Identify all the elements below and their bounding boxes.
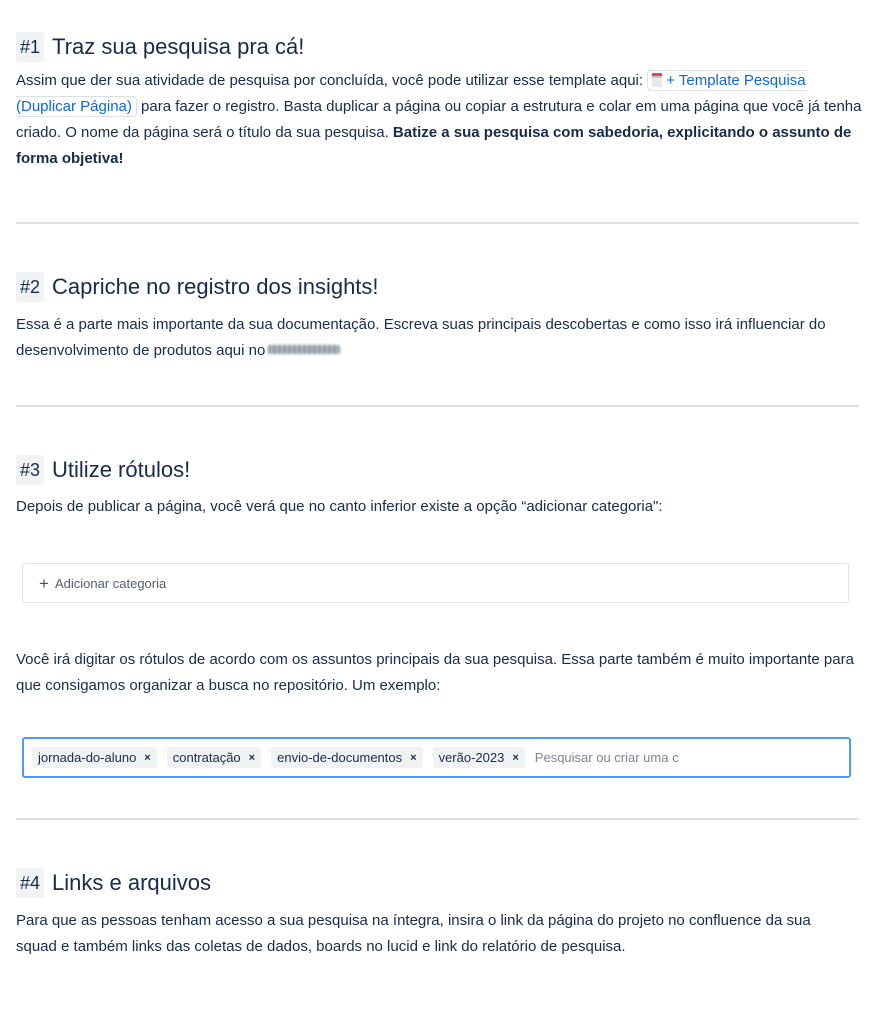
section-1-body-pre: Assim que der sua atividade de pesquisa por concluída, você pode utilizar esse template aqui: [16, 72, 648, 89]
label-chip-text: verão-2023 [438, 750, 505, 765]
section-2-number: #2 [16, 272, 44, 302]
section-2-title: Capriche no registro dos insights! [52, 274, 379, 299]
section-3-heading [16, 455, 862, 485]
section-1-number: #1 [16, 32, 44, 62]
section-3-number: #3 [16, 455, 44, 485]
divider-1 [16, 222, 859, 224]
section-1-title: Traz sua pesquisa pra cá! [52, 34, 305, 59]
section-4-heading [16, 868, 862, 898]
section-3-title: Utilize rótulos! [52, 457, 191, 482]
section-1-heading [16, 32, 862, 62]
section-2-heading [16, 272, 862, 302]
section-3-body: Depois de publicar a página, você verá que no canto inferior existe a opção “adicionar categoria": [16, 498, 663, 515]
section-1-body [16, 68, 862, 172]
redacted-brand-logo [268, 345, 340, 354]
plus-icon: + [39, 573, 49, 593]
label-chip-text: envio-de-documentos [277, 750, 403, 765]
labels-input[interactable] [22, 737, 851, 778]
label-chip [32, 747, 157, 768]
section-3 [16, 455, 862, 520]
label-chip [167, 747, 261, 768]
label-chip-text: jornada-do-aluno [38, 750, 137, 765]
section-3-explanation [16, 647, 862, 699]
section-1 [16, 32, 862, 172]
label-chip-text: contratação [172, 750, 241, 765]
remove-label-icon[interactable]: × [144, 751, 151, 764]
remove-label-icon[interactable]: × [410, 751, 417, 764]
page-icon [652, 73, 662, 87]
section-2-body [16, 312, 862, 364]
divider-3 [16, 818, 859, 820]
section-3-body-2: Você irá digitar os rótulos de acordo com os assuntos principais da sua pesquisa. Essa parte também é muito importante para que consigamos organizar a busca no repositório. Um exemplo: [16, 651, 854, 694]
add-category-label: Adicionar categoria [54, 575, 167, 591]
section-2-body-text: Essa é a parte mais importante da sua documentação. Escreva suas principais descobertas e como isso irá influenciar do desenvolvimento de produtos aqui no [16, 316, 826, 359]
label-chip [433, 747, 525, 768]
section-1-body-bold: Batize a sua pesquisa com sabedoria, explicitando o assunto de forma objetiva! [16, 124, 852, 167]
section-2 [16, 272, 862, 364]
section-1-body-post: para fazer o registro. Basta duplicar a página ou copiar a estrutura e colar em uma página que você já tenha criado. O nome da página será o título da sua pesquisa. [16, 98, 862, 141]
label-chip [271, 747, 422, 768]
add-category-field[interactable] [22, 563, 849, 603]
section-4-title: Links e arquivos [52, 870, 212, 895]
section-4 [16, 868, 862, 960]
section-4-number: #4 [16, 868, 44, 898]
section-4-body: Para que as pessoas tenham acesso a sua pesquisa na íntegra, insira o link da página do projeto no confluence da sua squad e também links das coletas de dados, boards no lucid e link do relatório de pesquisa. [16, 912, 811, 955]
label-search-placeholder[interactable]: Pesquisar ou criar uma c [534, 750, 679, 765]
template-link-text: + Template Pesquisa (Duplicar Página) [16, 72, 806, 115]
remove-label-icon[interactable]: × [512, 751, 519, 764]
divider-2 [16, 405, 859, 407]
remove-label-icon[interactable]: × [248, 751, 256, 764]
